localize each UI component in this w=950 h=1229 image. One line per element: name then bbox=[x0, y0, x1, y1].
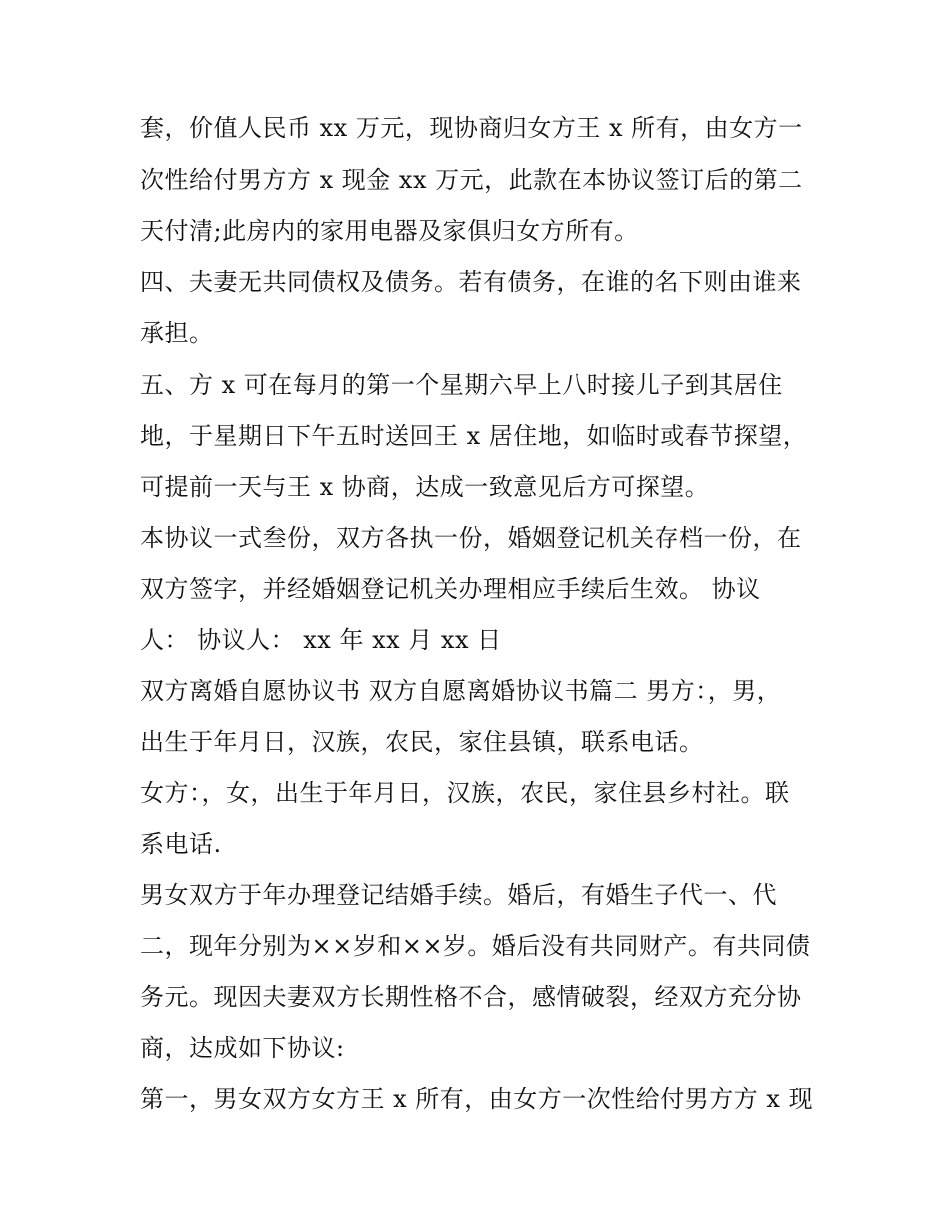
text-line: 四、夫妻无共同债权及债务。若有债务，在谁的名下则由谁来 bbox=[140, 268, 802, 296]
text-line: 地，于星期日下午五时送回王 x 居住地，如临时或春节探望， bbox=[140, 422, 808, 450]
text-line: 承担。 bbox=[140, 319, 214, 347]
text-line: 双方离婚自愿协议书 双方自愿离婚协议书篇二 男方：，男， bbox=[140, 677, 782, 705]
text-line: 务元。现因夫妻双方长期性格不合，感情破裂，经双方充分协 bbox=[140, 983, 802, 1011]
text-line: 系电话. bbox=[140, 830, 222, 858]
text-line: 二，现年分别为××岁和××岁。婚后没有共同财产。有共同债 bbox=[140, 932, 811, 960]
text-line: 套，价值人民币 xx 万元，现协商归女方王 x 所有，由女方一 bbox=[140, 114, 803, 142]
text-line: 双方签字，并经婚姻登记机关办理相应手续后生效。 协议 bbox=[140, 575, 761, 603]
text-line: 天付清;此房内的家用电器及家俱归女方所有。 bbox=[140, 217, 639, 245]
text-line: 商，达成如下协议: bbox=[140, 1034, 345, 1062]
text-line: 第一，男女双方女方王 x 所有，由女方一次性给付男方方 x 现 bbox=[140, 1085, 814, 1113]
text-line: 本协议一式叁份，双方各执一份，婚姻登记机关存档一份，在 bbox=[140, 524, 802, 552]
text-line: 男女双方于年办理登记结婚手续。婚后，有婚生子代一、代 bbox=[140, 881, 777, 909]
text-line: 出生于年月日，汉族，农民，家住县镇，联系电话。 bbox=[140, 728, 704, 756]
text-line: 可提前一天与王 x 协商，达成一致意见后方可探望。 bbox=[140, 473, 710, 501]
text-line: 人： 协议人： xx 年 xx 月 xx 日 bbox=[140, 626, 502, 654]
text-line: 次性给付男方方 x 现金 xx 万元，此款在本协议签订后的第二 bbox=[140, 166, 803, 194]
text-line: 女方：，女，出生于年月日，汉族，农民，家住县乡村社。联 bbox=[140, 779, 790, 807]
text-line: 五、方 x 可在每月的第一个星期六早上八时接儿子到其居住 bbox=[140, 371, 783, 399]
